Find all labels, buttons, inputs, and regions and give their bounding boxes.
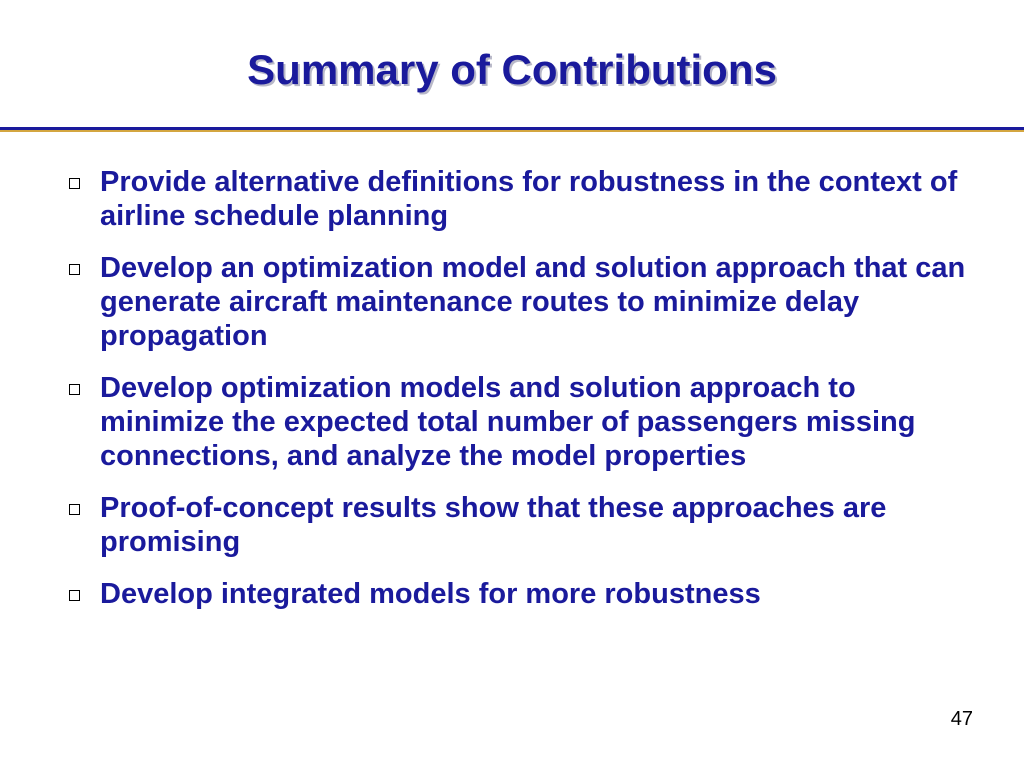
bullet-text: Provide alternative definitions for robustness in the context of airline schedule planning <box>100 166 958 232</box>
bullet-item <box>0 577 1024 611</box>
bullet-item <box>0 371 1024 473</box>
bullet-item <box>0 251 1024 353</box>
hollow-square-bullet-icon <box>69 264 80 275</box>
bullet-text: Develop optimization models and solution approach to minimize the expected total number of passengers missing connections, and analyze the model properties <box>100 372 916 472</box>
bullet-item <box>0 165 1024 233</box>
bullet-text: Proof-of-concept results show that these approaches are promising <box>100 492 887 558</box>
title-divider <box>0 127 1024 132</box>
page-number: 47 <box>950 708 973 730</box>
bullet-text: Develop integrated models for more robustness <box>100 578 761 610</box>
hollow-square-bullet-icon <box>69 384 80 395</box>
hollow-square-bullet-icon <box>69 504 80 515</box>
bullet-item <box>0 491 1024 559</box>
bullet-text: Develop an optimization model and solution approach that can generate aircraft maintenance routes to minimize delay propagation <box>100 252 966 352</box>
hollow-square-bullet-icon <box>69 590 80 601</box>
slide-title: Summary of Contributions <box>247 46 777 93</box>
bullet-list <box>0 165 1024 629</box>
hollow-square-bullet-icon <box>69 178 80 189</box>
